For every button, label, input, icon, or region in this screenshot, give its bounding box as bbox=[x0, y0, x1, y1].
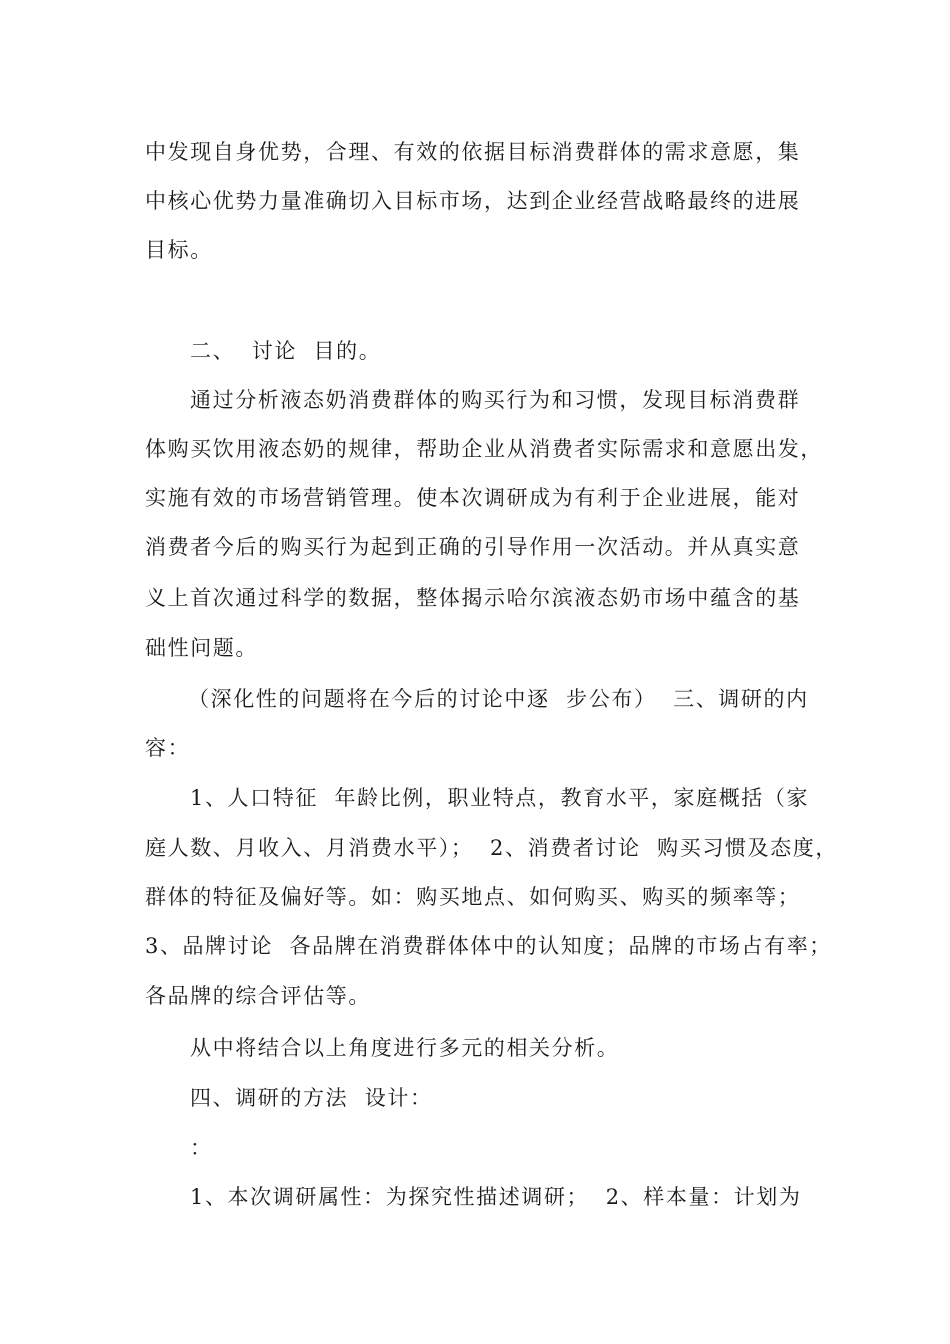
text-line: 义上首次通过科学的数据，整体揭示哈尔滨液态奶市场中蕴含的基 bbox=[145, 586, 801, 610]
text-line: 中核心优势力量准确切入目标市场，达到企业经营战略最终的进展 bbox=[145, 189, 801, 213]
text-line: 3、品牌讨论 各品牌在消费群体体中的认知度；品牌的市场占有率； bbox=[145, 934, 832, 958]
text-line: 容： bbox=[145, 736, 191, 760]
text-line: 从中将结合以上角度进行多元的相关分析。 bbox=[190, 1036, 620, 1060]
text-line: 础性问题。 bbox=[145, 636, 258, 660]
text-line: 实施有效的市场营销管理。使本次调研成为有利于企业进展，能对 bbox=[145, 486, 801, 510]
text-line: （深化性的问题将在今后的讨论中逐 步公布） 三、调研的内 bbox=[188, 687, 809, 711]
text-line: 各品牌的综合评估等。 bbox=[145, 984, 371, 1008]
text-line: 群体的特征及偏好等。如：购买地点、如何购买、购买的频率等； bbox=[145, 885, 801, 909]
text-line: 中发现自身优势，合理、有效的依据目标消费群体的需求意愿，集 bbox=[145, 140, 801, 164]
section-heading: 四、调研的方法 设计： bbox=[190, 1086, 433, 1110]
text-line: 1、人口特征 年龄比例，职业特点，教育水平，家庭概括（家 bbox=[190, 786, 810, 810]
text-line: 庭人数、月收入、月消费水平）； 2、消费者讨论 购买习惯及态度， bbox=[145, 836, 838, 860]
text-line: ： bbox=[190, 1136, 213, 1160]
section-heading: 二、 讨论 目的。 bbox=[190, 339, 382, 363]
text-line: 消费者今后的购买行为起到正确的引导作用一次活动。并从真实意 bbox=[145, 535, 801, 559]
text-line: 1、本次调研属性：为探究性描述调研； 2、样本量：计划为 bbox=[190, 1185, 802, 1209]
text-line: 通过分析液态奶消费群体的购买行为和习惯，发现目标消费群 bbox=[190, 388, 801, 412]
text-line: 目标。 bbox=[145, 238, 213, 262]
text-line: 体购买饮用液态奶的规律，帮助企业从消费者实际需求和意愿出发， bbox=[145, 437, 823, 461]
